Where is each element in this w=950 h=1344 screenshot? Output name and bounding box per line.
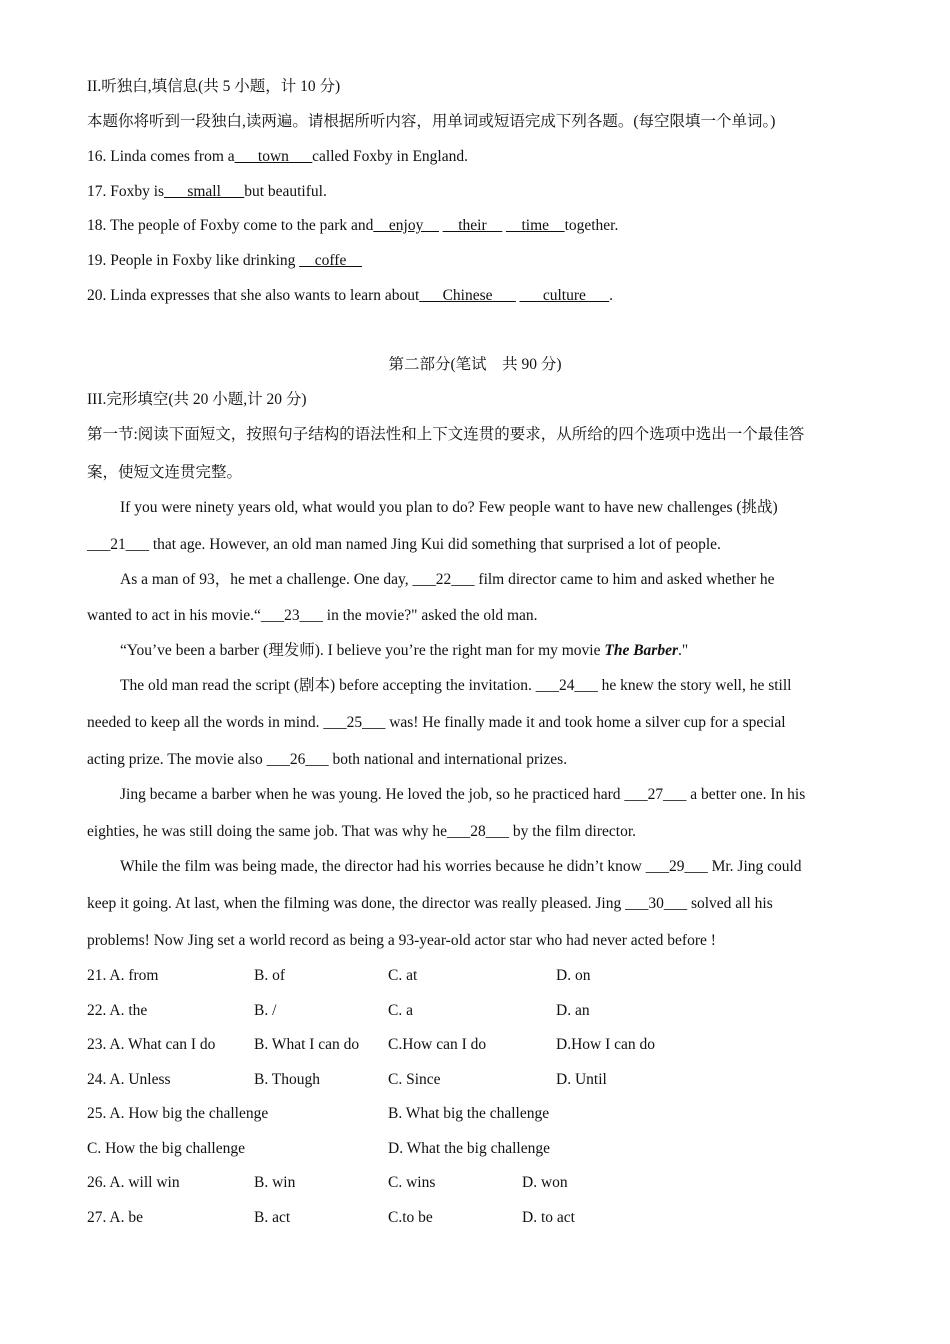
passage-line: acting prize. The movie also ___26___ both national and international prizes. bbox=[87, 751, 568, 768]
section-ii-title: II.听独白,填信息(共 5 小题，计 10 分) bbox=[87, 78, 341, 95]
part-two-title: 第二部分(笔试 共 90 分) bbox=[388, 356, 562, 373]
section-iii-instruction-2: 案，使短文连贯完整。 bbox=[87, 464, 243, 481]
question-18 bbox=[87, 216, 618, 236]
q17-text: 17. Foxby is bbox=[87, 183, 165, 200]
q18-text-end: together. bbox=[564, 217, 619, 234]
passage-text-end: ." bbox=[678, 642, 689, 659]
passage-line: needed to keep all the words in mind. ___25___ was! He finally made it and took home a silver cup for a special bbox=[87, 714, 786, 731]
movie-title: The Barber bbox=[604, 642, 678, 659]
q18-answer-3: __time__ bbox=[506, 217, 565, 234]
section-ii-instruction: 本题你将听到一段独白,读两遍。请根据所听内容，用单词或短语完成下列各题。(每空限填一个单词。) bbox=[87, 113, 776, 130]
option-27-c: C.to be bbox=[388, 1209, 433, 1226]
option-26-b: B. win bbox=[254, 1174, 296, 1191]
option-25-c: C. How the big challenge bbox=[87, 1140, 245, 1157]
passage-text: “You’ve been a barber (理发师). I believe you’re the right man for my movie bbox=[120, 642, 605, 659]
passage-line: While the film was being made, the director had his worries because he didn’t know ___29___ Mr. Jing could bbox=[120, 858, 802, 875]
option-22-a: 22. A. the bbox=[87, 1002, 148, 1019]
passage-line: As a man of 93，he met a challenge. One day, ___22___ film director came to him and asked whether he bbox=[120, 571, 775, 588]
option-27-d: D. to act bbox=[522, 1209, 575, 1226]
option-22-d: D. an bbox=[556, 1002, 590, 1019]
q18-answer-1: __enjoy__ bbox=[373, 217, 439, 234]
option-21-d: D. on bbox=[556, 967, 591, 984]
option-22-c: C. a bbox=[388, 1002, 413, 1019]
passage-line: ___21___ that age. However, an old man named Jing Kui did something that surprised a lot of people. bbox=[87, 536, 721, 553]
question-19 bbox=[87, 251, 362, 271]
passage-line: If you were ninety years old, what would you plan to do? Few people want to have new challenges (挑战) bbox=[120, 499, 778, 516]
option-24-a: 24. A. Unless bbox=[87, 1071, 171, 1088]
option-22-b: B. / bbox=[254, 1002, 277, 1019]
option-24-b: B. Though bbox=[254, 1071, 321, 1088]
passage-line: keep it going. At last, when the filming was done, the director was really pleased. Jing ___30___ solved all his bbox=[87, 895, 773, 912]
option-24-c: C. Since bbox=[388, 1071, 441, 1088]
q17-text-end: but beautiful. bbox=[244, 183, 327, 200]
q16-text-end: called Foxby in England. bbox=[312, 148, 468, 165]
section-iii-title: III.完形填空(共 20 小题,计 20 分) bbox=[87, 391, 307, 408]
section-iii-instruction-1: 第一节:阅读下面短文，按照句子结构的语法性和上下文连贯的要求，从所给的四个选项中选出一个最佳答 bbox=[87, 426, 805, 443]
option-23-d: D.How I can do bbox=[556, 1036, 656, 1053]
option-21-b: B. of bbox=[254, 967, 285, 984]
q20-answer-1: ___Chinese___ bbox=[419, 287, 516, 304]
passage-line: wanted to act in his movie.“___23___ in the movie?" asked the old man. bbox=[87, 607, 538, 624]
passage-line: The old man read the script (剧本) before accepting the invitation. ___24___ he knew the story well, he still bbox=[120, 677, 792, 694]
q19-answer: __coffe__ bbox=[299, 252, 362, 269]
option-23-c: C.How can I do bbox=[388, 1036, 487, 1053]
q19-text: 19. People in Foxby like drinking bbox=[87, 252, 300, 269]
option-23-a: 23. A. What can I do bbox=[87, 1036, 216, 1053]
option-21-a: 21. A. from bbox=[87, 967, 159, 984]
option-25-d: D. What the big challenge bbox=[388, 1140, 550, 1157]
option-25-b: B. What big the challenge bbox=[388, 1105, 550, 1122]
q18-answer-2: __their__ bbox=[442, 217, 503, 234]
option-23-b: B. What I can do bbox=[254, 1036, 360, 1053]
option-24-d: D. Until bbox=[556, 1071, 607, 1088]
option-26-a: 26. A. will win bbox=[87, 1174, 180, 1191]
passage-line: eighties, he was still doing the same job. That was why he___28___ by the film director. bbox=[87, 823, 637, 840]
q20-answer-2: ___culture___ bbox=[519, 287, 610, 304]
option-25-a: 25. A. How big the challenge bbox=[87, 1105, 269, 1122]
q16-text: 16. Linda comes from a bbox=[87, 148, 235, 165]
option-21-c: C. at bbox=[388, 967, 418, 984]
option-26-c: C. wins bbox=[388, 1174, 436, 1191]
passage-line: problems! Now Jing set a world record as being a 93-year-old actor star who had never acted before ! bbox=[87, 932, 716, 949]
question-20 bbox=[87, 286, 613, 306]
question-17 bbox=[87, 182, 327, 202]
option-26-d: D. won bbox=[522, 1174, 568, 1191]
q20-text-end: . bbox=[609, 287, 614, 304]
q17-answer: ___small___ bbox=[164, 183, 245, 200]
passage-line bbox=[120, 641, 688, 661]
question-16 bbox=[87, 147, 468, 167]
option-27-a: 27. A. be bbox=[87, 1209, 143, 1226]
passage-line: Jing became a barber when he was young. He loved the job, so he practiced hard ___27___ a better one. In his bbox=[120, 786, 806, 803]
option-27-b: B. act bbox=[254, 1209, 291, 1226]
q20-text: 20. Linda expresses that she also wants to learn about bbox=[87, 287, 420, 304]
q16-answer: ___town___ bbox=[234, 148, 313, 165]
q18-text: 18. The people of Foxby come to the park and bbox=[87, 217, 374, 234]
